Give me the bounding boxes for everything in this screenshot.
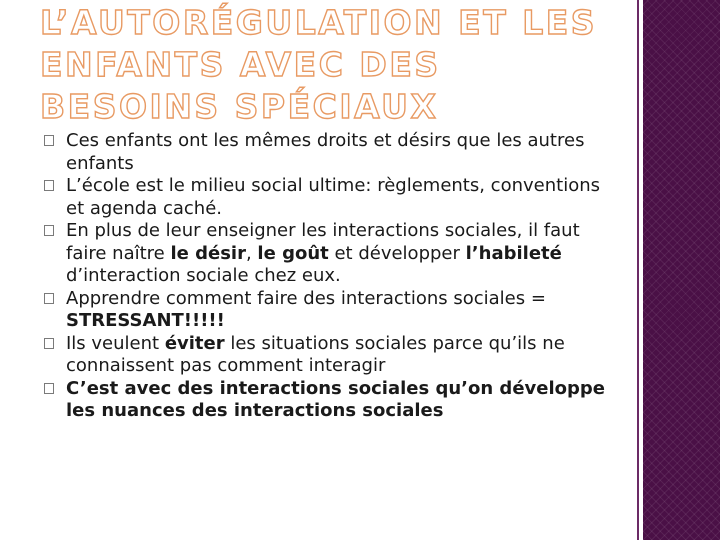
square-bullet-icon [44,180,54,191]
slide-title: L’AUTORÉGULATION ET LES ENFANTS AVEC DES BESOINS SPÉCIAUX [40,3,598,126]
bullet-item [44,333,614,378]
bullet-text: Ces enfants ont les mêmes droits et désirs que les autres enfants [66,130,585,174]
bullet-text: Ils veulent [66,332,165,354]
emphasis-text: le désir [170,242,246,264]
bullet-item [44,130,614,175]
square-bullet-icon [44,338,54,349]
side-divider [637,0,639,540]
bullet-text: En plus de leur enseigner les interactions sociales, il faut faire naître [66,220,580,264]
bullet-item [44,220,614,288]
square-bullet-icon [44,225,54,236]
emphasis-text: le goût [257,242,329,264]
bullet-text: Apprendre comment faire des interactions sociales = [66,287,546,309]
bullet-item [44,378,614,423]
bullet-item [44,288,614,333]
decorative-side-panel [643,0,720,540]
bullet-text: d’interaction sociale chez eux. [66,265,341,286]
emphasis-text: éviter [164,332,225,354]
emphasis-text: l’habileté [465,242,562,264]
bullet-item [44,175,614,220]
bullet-text: et développer [328,242,466,264]
square-bullet-icon [44,293,54,304]
square-bullet-icon [44,383,54,394]
bullet-text: L’école est le milieu social ultime: règlements, conventions et agenda caché. [66,175,600,219]
square-bullet-icon [44,135,54,146]
bullet-list [44,130,614,423]
bullet-text: C’est avec des interactions sociales qu’on développe les nuances des interactions sociales [66,377,605,421]
bullet-text: les situations sociales parce qu’ils ne connaissent pas comment interagir [66,332,565,376]
emphasis-text: STRESSANT!!!!! [66,310,225,331]
bullet-text: , [245,242,258,264]
